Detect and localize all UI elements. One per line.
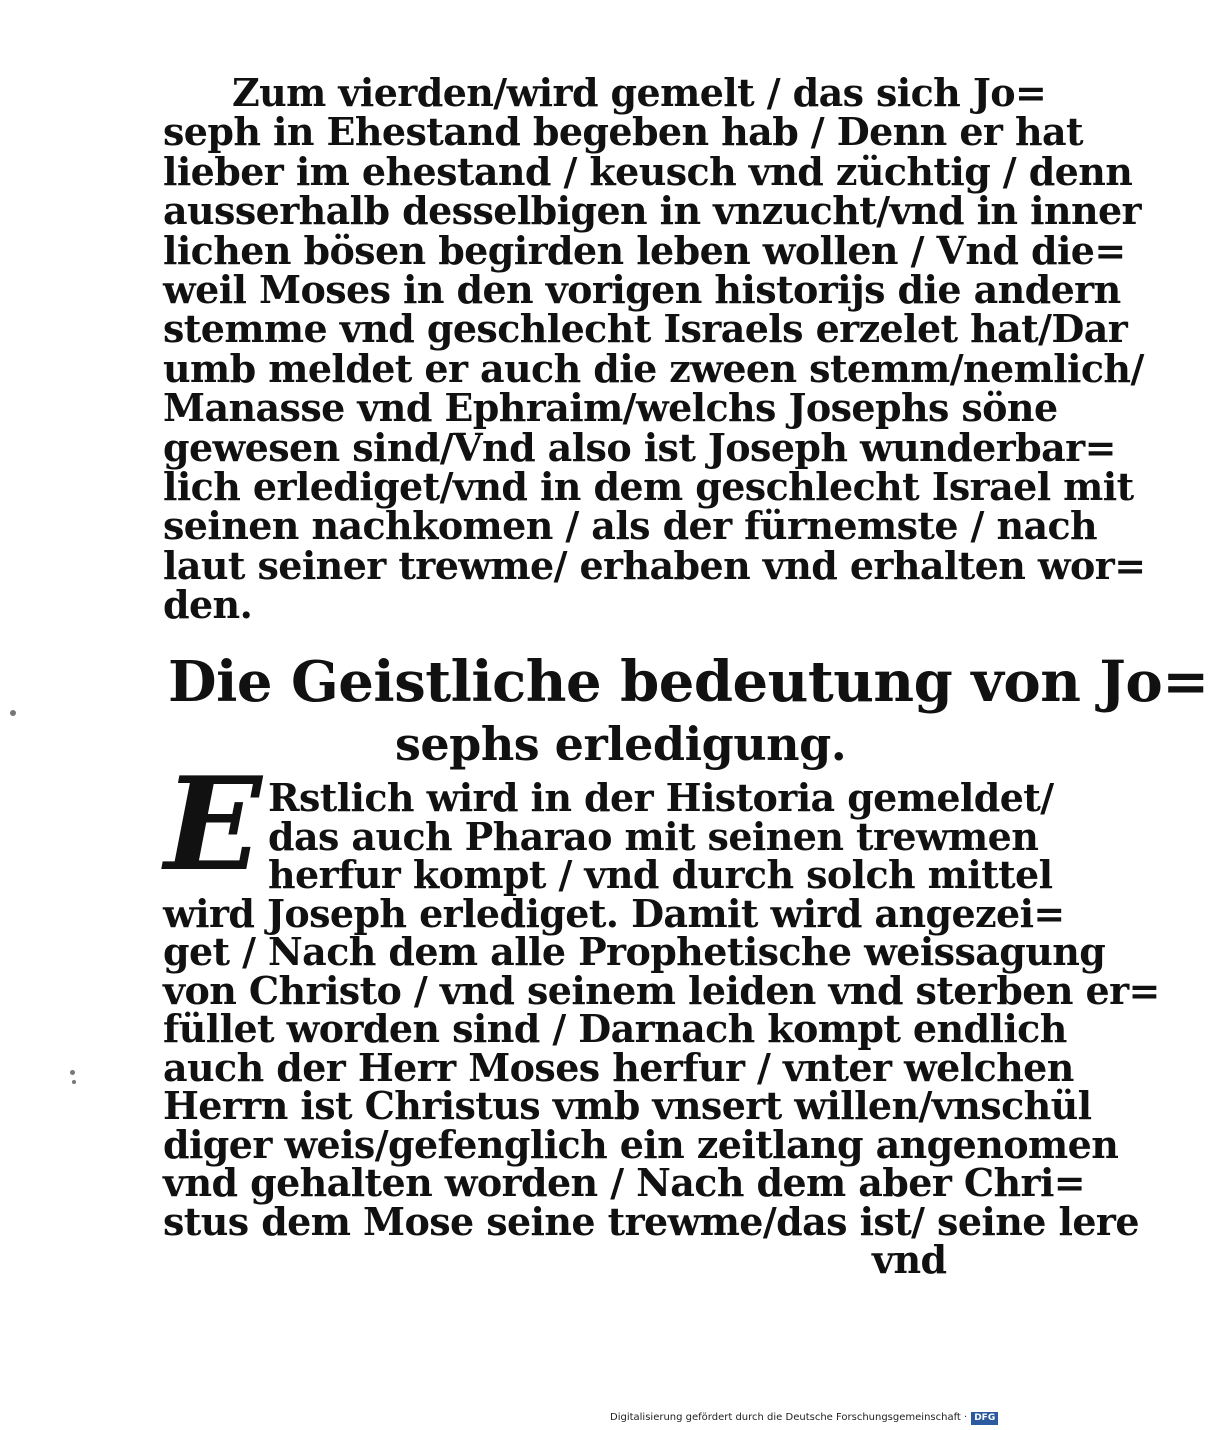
text-line: laut seiner trewme/ erhaben vnd erhalten wor= xyxy=(163,542,1146,588)
text-line: lieber im ehestand / keusch vnd züchtig / denn xyxy=(163,148,1133,194)
text-line: wird Joseph erlediget. Damit wird angezei= xyxy=(163,890,1065,936)
text-line: Rstlich wird in der Historia gemeldet/ xyxy=(268,775,1054,820)
text-line: stemme vnd geschlecht Israels erzelet hat/Dar xyxy=(163,306,1128,352)
text-line: weil Moses in den vorigen historijs die andern xyxy=(163,267,1121,312)
text-line: von Christo / vnd seinem leiden vnd sterben er= xyxy=(163,967,1160,1013)
margin-speck xyxy=(72,1080,76,1084)
text-line: lich erlediget/vnd in dem geschlecht Israel mit xyxy=(163,464,1134,509)
text-line: diger weis/gefenglich ein zeitlang angenomen xyxy=(163,1121,1119,1167)
text-line: Manasse vnd Ephraim/welchs Josephs söne xyxy=(163,385,1058,431)
text-line: den. xyxy=(163,582,253,628)
text-line: ausserhalb desselbigen in vnzucht/vnd in inner xyxy=(163,188,1141,234)
text-line: füllet worden sind / Darnach kompt endlich xyxy=(163,1006,1067,1051)
text-line: vnd gehalten worden / Nach dem aber Chri= xyxy=(163,1160,1086,1205)
text-line: seph in Ehestand begeben hab / Denn er hat xyxy=(163,109,1083,155)
text-line: gewesen sind/Vnd also ist Joseph wunderbar= xyxy=(163,424,1116,470)
text-line: get / Nach dem alle Prophetische weissagung xyxy=(163,929,1106,974)
text-line: seinen nachkomen / als der fürnemste / nach xyxy=(163,503,1098,549)
text-line: herfur kompt / vnd durch solch mittel xyxy=(268,852,1053,897)
digitization-credit xyxy=(610,1410,998,1426)
section-heading-line-1: Die Geistliche bedeutung von Jo= xyxy=(168,649,1209,715)
text-line: lichen bösen begirden leben wollen / Vnd die= xyxy=(163,227,1126,273)
dfg-logo: DFG xyxy=(971,1412,998,1425)
text-line: umb meldet er auch die zween stemm/nemlich/ xyxy=(163,345,1144,391)
text-line: stus dem Mose seine trewme/das ist/ seine lere xyxy=(163,1198,1139,1244)
text-line: Zum vierden/wird gemelt / das sich Jo= xyxy=(232,70,1047,115)
margin-speck xyxy=(10,710,16,716)
text-line: vnd xyxy=(872,1237,947,1282)
text-line: auch der Herr Moses herfur / vnter welchen xyxy=(163,1044,1074,1090)
margin-speck xyxy=(70,1070,75,1075)
text-line: Herrn ist Christus vmb vnsert willen/vnschül xyxy=(163,1083,1092,1128)
credit-text: Digitalisierung gefördert durch die Deutsche Forschungsgemeinschaft · xyxy=(610,1412,968,1423)
text-line: das auch Pharao mit seinen trewmen xyxy=(268,813,1039,859)
section-heading-line-2: sephs erledigung. xyxy=(395,717,847,771)
drop-cap: E xyxy=(164,750,262,900)
